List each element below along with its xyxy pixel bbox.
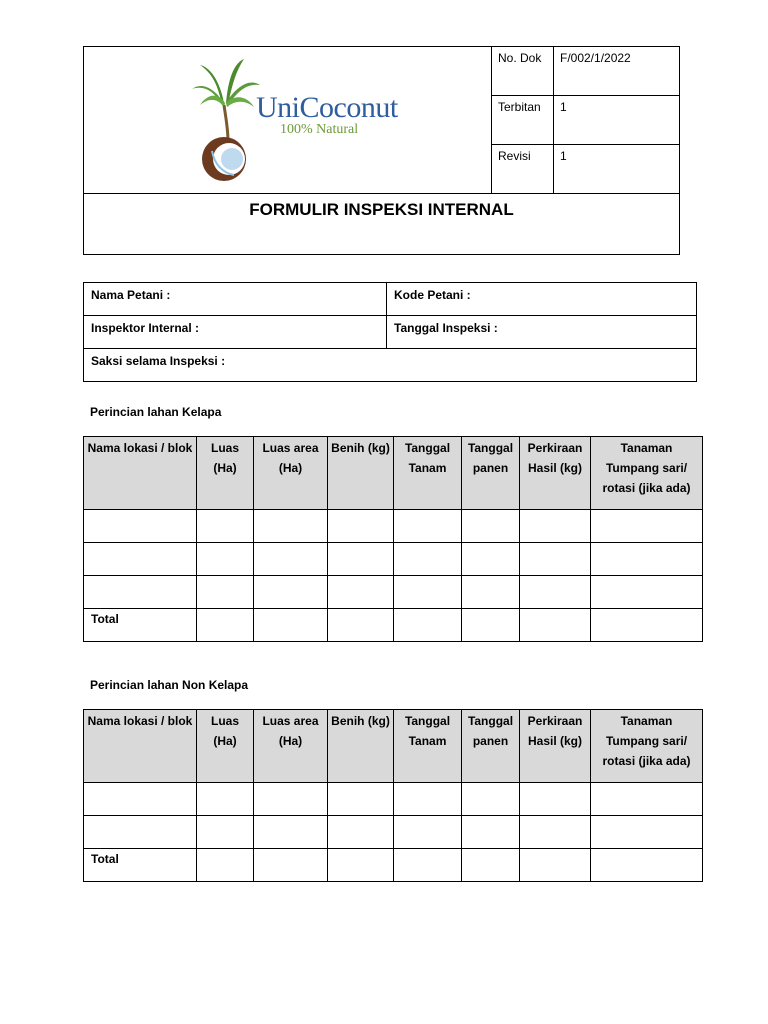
meta-label-revisi: Revisi <box>492 145 554 194</box>
table-cell[interactable] <box>254 849 328 882</box>
form-title: FORMULIR INSPEKSI INTERNAL <box>84 194 680 255</box>
table-cell[interactable] <box>84 543 197 576</box>
total-label: Total <box>84 609 197 642</box>
table-cell[interactable] <box>591 510 703 543</box>
table-cell[interactable] <box>197 783 254 816</box>
table-cell[interactable] <box>328 543 394 576</box>
table-cell[interactable] <box>591 543 703 576</box>
table-cell[interactable] <box>394 510 462 543</box>
col-perkiraan-hasil: Perkiraan Hasil (kg) <box>520 437 591 510</box>
inspektor-internal-field[interactable]: Inspektor Internal : <box>84 316 387 349</box>
table-cell[interactable] <box>328 576 394 609</box>
col-tanggal-panen: Tanggal panen <box>462 710 520 783</box>
table-cell[interactable] <box>254 783 328 816</box>
table-cell[interactable] <box>197 510 254 543</box>
table-cell[interactable] <box>591 576 703 609</box>
table-header-row <box>84 710 703 783</box>
table-cell[interactable] <box>394 816 462 849</box>
table-cell[interactable] <box>462 543 520 576</box>
table-cell[interactable] <box>328 510 394 543</box>
table-cell[interactable] <box>520 576 591 609</box>
col-tanaman-tumpang-sari: Tanaman Tumpang sari/ rotasi (jika ada) <box>591 437 703 510</box>
brand-name: UniCoconut <box>256 91 398 124</box>
col-perkiraan-hasil: Perkiraan Hasil (kg) <box>520 710 591 783</box>
section-title-non-kelapa: Perincian lahan Non Kelapa <box>90 678 249 692</box>
meta-label-terbitan: Terbitan <box>492 96 554 145</box>
table-cell[interactable] <box>84 510 197 543</box>
table-cell[interactable] <box>462 510 520 543</box>
col-tanaman-tumpang-sari: Tanaman Tumpang sari/ rotasi (jika ada) <box>591 710 703 783</box>
table-cell[interactable] <box>328 609 394 642</box>
meta-value-terbitan: 1 <box>554 96 680 145</box>
table-cell[interactable] <box>394 576 462 609</box>
table-cell[interactable] <box>254 609 328 642</box>
total-label: Total <box>84 849 197 882</box>
col-luas: Luas (Ha) <box>197 437 254 510</box>
kelapa-land-table <box>83 436 703 642</box>
table-cell[interactable] <box>520 543 591 576</box>
kode-petani-field[interactable]: Kode Petani : <box>387 283 697 316</box>
table-row <box>84 543 703 576</box>
table-cell[interactable] <box>197 543 254 576</box>
col-benih: Benih (kg) <box>328 710 394 783</box>
table-cell[interactable] <box>394 543 462 576</box>
table-cell[interactable] <box>84 576 197 609</box>
table-cell[interactable] <box>197 609 254 642</box>
table-cell[interactable] <box>84 816 197 849</box>
tanggal-inspeksi-field[interactable]: Tanggal Inspeksi : <box>387 316 697 349</box>
col-benih: Benih (kg) <box>328 437 394 510</box>
col-luas-area: Luas area (Ha) <box>254 437 328 510</box>
brand-tagline: 100% Natural <box>280 122 359 137</box>
table-cell[interactable] <box>254 510 328 543</box>
table-cell[interactable] <box>520 609 591 642</box>
logo-cell <box>84 47 492 194</box>
table-row <box>84 783 703 816</box>
section-title-kelapa: Perincian lahan Kelapa <box>90 405 222 419</box>
meta-label-no-dok: No. Dok <box>492 47 554 96</box>
table-cell[interactable] <box>591 849 703 882</box>
col-tanggal-tanam: Tanggal Tanam <box>394 710 462 783</box>
table-cell[interactable] <box>462 783 520 816</box>
table-cell[interactable] <box>591 816 703 849</box>
table-cell[interactable] <box>328 816 394 849</box>
table-row <box>84 816 703 849</box>
table-row <box>84 510 703 543</box>
farmer-info-table <box>83 282 697 382</box>
table-cell[interactable] <box>328 783 394 816</box>
table-cell[interactable] <box>254 576 328 609</box>
col-nama-lokasi: Nama lokasi / blok <box>84 710 197 783</box>
table-cell[interactable] <box>520 783 591 816</box>
table-cell[interactable] <box>520 510 591 543</box>
table-cell[interactable] <box>328 849 394 882</box>
table-cell[interactable] <box>254 543 328 576</box>
col-luas-area: Luas area (Ha) <box>254 710 328 783</box>
table-cell[interactable] <box>462 816 520 849</box>
non-kelapa-land-table <box>83 709 703 882</box>
table-cell[interactable] <box>591 783 703 816</box>
col-tanggal-panen: Tanggal panen <box>462 437 520 510</box>
meta-value-no-dok: F/002/1/2022 <box>554 47 680 96</box>
nama-petani-field[interactable]: Nama Petani : <box>84 283 387 316</box>
table-cell[interactable] <box>462 849 520 882</box>
table-cell[interactable] <box>520 816 591 849</box>
table-cell[interactable] <box>462 576 520 609</box>
table-header-row <box>84 437 703 510</box>
table-cell[interactable] <box>197 849 254 882</box>
table-cell[interactable] <box>520 849 591 882</box>
document-header <box>83 46 680 255</box>
col-nama-lokasi: Nama lokasi / blok <box>84 437 197 510</box>
col-tanggal-tanam: Tanggal Tanam <box>394 437 462 510</box>
col-luas: Luas (Ha) <box>197 710 254 783</box>
table-cell[interactable] <box>84 783 197 816</box>
table-cell[interactable] <box>394 609 462 642</box>
meta-value-revisi: 1 <box>554 145 680 194</box>
table-cell[interactable] <box>254 816 328 849</box>
table-cell[interactable] <box>394 849 462 882</box>
brand-logo <box>84 47 492 193</box>
table-cell[interactable] <box>591 609 703 642</box>
saksi-inspeksi-field[interactable]: Saksi selama Inspeksi : <box>84 349 697 382</box>
table-cell[interactable] <box>394 783 462 816</box>
table-cell[interactable] <box>197 816 254 849</box>
table-cell[interactable] <box>197 576 254 609</box>
total-row <box>84 849 703 882</box>
total-row <box>84 609 703 642</box>
coconut-palm-icon <box>192 55 262 185</box>
table-cell[interactable] <box>462 609 520 642</box>
table-row <box>84 576 703 609</box>
